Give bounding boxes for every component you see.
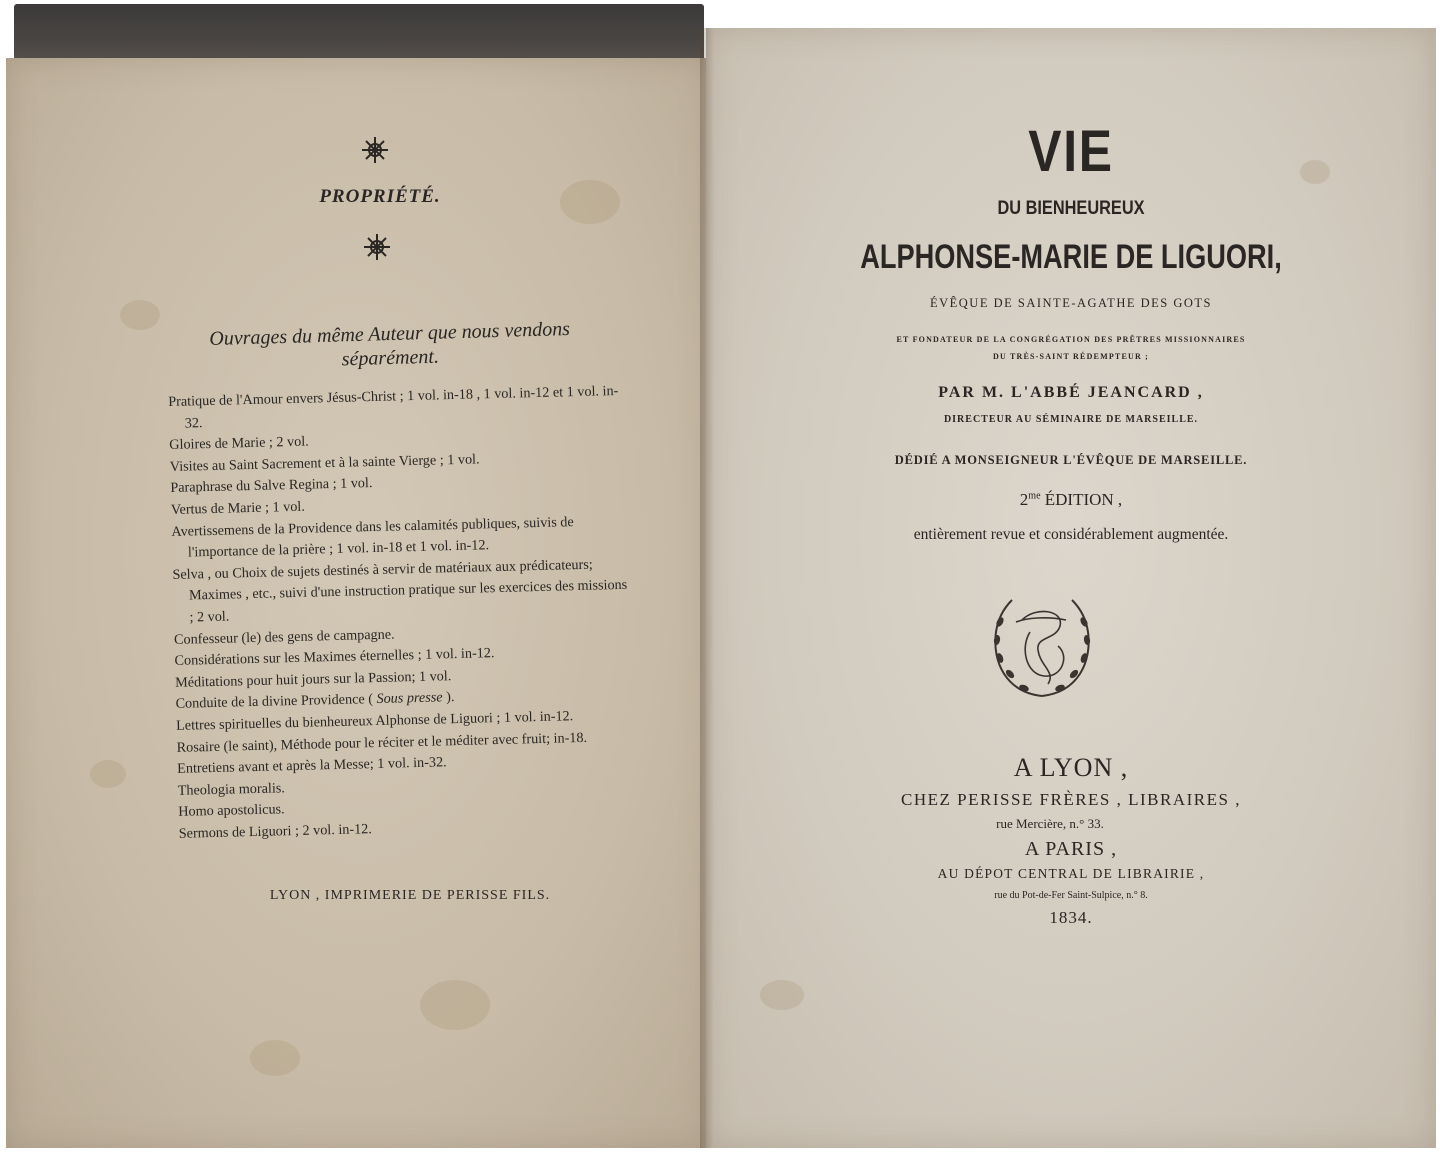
book-gutter (700, 28, 714, 1148)
list-item: Homo apostolicus. (178, 801, 285, 821)
list-item: Selva , ou Choix de sujets destinés à servir de matériaux aux prédicateurs; Maximes , etc., suivi d'une instruction pratique sur les exercices des missions ; 2 vol. (172, 556, 628, 626)
list-item: Visites au Saint Sacrement et à la sainte Vierge ; 1 vol. (169, 451, 480, 475)
publisher-lyon: CHEZ PERISSE FRÈRES , LIBRAIRES , (901, 790, 1241, 809)
list-item: Gloires de Marie ; 2 vol. (169, 433, 309, 454)
foxing-spot (560, 180, 620, 224)
title-line-alphonse: ALPHONSE-MARIE DE LIGUORI, (860, 238, 1282, 276)
publisher-paris: AU DÉPOT CENTRAL DE LIBRAIRIE , (937, 866, 1205, 881)
right-page (706, 28, 1436, 1148)
title-line-du-bienheureux: DU BIENHEUREUX (997, 198, 1145, 219)
fondateur-line: ET FONDATEUR DE LA CONGRÉGATION DES PRÊTRES MISSIONNAIRES (896, 335, 1246, 344)
foxing-spot (120, 300, 160, 330)
city-paris: A PARIS , (1024, 838, 1118, 860)
wreath-monogram-icon (986, 592, 1098, 704)
edition-superscript: me (1028, 490, 1041, 502)
list-item: Méditations pour huit jours sur la Passion; 1 vol. (174, 667, 452, 691)
printer-imprint: LYON , IMPRIMERIE DE PERISSE FILS. (269, 888, 551, 903)
redempteur-line: DU TRÈS-SAINT RÉDEMPTEUR ; (992, 352, 1150, 361)
list-item: Confesseur (le) des gens de campagne. (173, 626, 395, 648)
edition-number: 2 (1019, 490, 1029, 509)
foxing-spot (90, 760, 126, 788)
author-line: PAR M. L'ABBÉ JEANCARD , (938, 384, 1204, 401)
list-item-text: ). (442, 689, 455, 706)
propriete-heading: PROPRIÉTÉ. (319, 186, 441, 207)
sous-presse-note: Sous presse (376, 689, 443, 708)
list-item: Theologia moralis. (177, 779, 286, 799)
revision-line: entièrement revue et considérablement augmentée. (913, 526, 1229, 543)
works-list-title-line1: Ouvrages du même Auteur que nous vendons (209, 317, 571, 351)
address-paris: rue du Pot-de-Fer Saint-Sulpice, n.° 8. (994, 890, 1148, 901)
list-item-text: Conduite de la divine Providence ( (175, 691, 377, 713)
edition-line (706, 490, 1436, 510)
foxing-spot (760, 980, 804, 1010)
list-item: Sermons de Liguori ; 2 vol. in-12. (178, 821, 373, 842)
list-item: Avertissemens de la Providence dans les calamités publiques, suivis de l'importance de la prière ; 1 vol. in-18 et 1 vol. in-12. (171, 513, 574, 561)
list-item: Paraphrase du Salve Regina ; 1 vol. (170, 475, 373, 497)
city-lyon: A LYON , (1013, 753, 1129, 782)
publication-year: 1834. (1049, 908, 1093, 927)
list-item: Pratique de l'Amour envers Jésus-Christ ; 1 vol. in-18 , 1 vol. in-12 et 1 vol. in-32. (168, 382, 619, 432)
edition-word: ÉDITION , (1040, 490, 1123, 509)
author-role: DIRECTEUR AU SÉMINAIRE DE MARSEILLE. (943, 414, 1199, 425)
eveque-line: ÉVÊQUE DE SAINTE-AGATHE DES GOTS (929, 296, 1212, 310)
address-lyon: rue Mercière, n.° 33. (996, 816, 1104, 831)
works-list (168, 381, 639, 846)
ship-wheel-ornament-icon (362, 232, 392, 262)
ship-wheel-ornament-icon (360, 135, 390, 165)
dedication-line: DÉDIÉ A MONSEIGNEUR L'ÉVÊQUE DE MARSEILLE. (894, 453, 1248, 467)
foxing-spot (250, 1040, 300, 1076)
list-item: Lettres spirituelles du bienheureux Alphonse de Liguori ; 1 vol. in-12. (175, 708, 574, 734)
list-item: Rosaire (le saint), Méthode pour le réciter et le méditer avec fruit; in-18. (176, 729, 588, 756)
list-item: Vertus de Marie ; 1 vol. (170, 498, 306, 518)
book-title: VIE (1028, 119, 1114, 184)
list-item: Considérations sur les Maximes éternelles ; 1 vol. in-12. (174, 645, 495, 670)
foxing-spot (420, 980, 490, 1030)
works-list-title-line2: séparément. (341, 345, 440, 371)
list-item: Entretiens avant et après la Messe; 1 vol. in-32. (177, 754, 447, 777)
